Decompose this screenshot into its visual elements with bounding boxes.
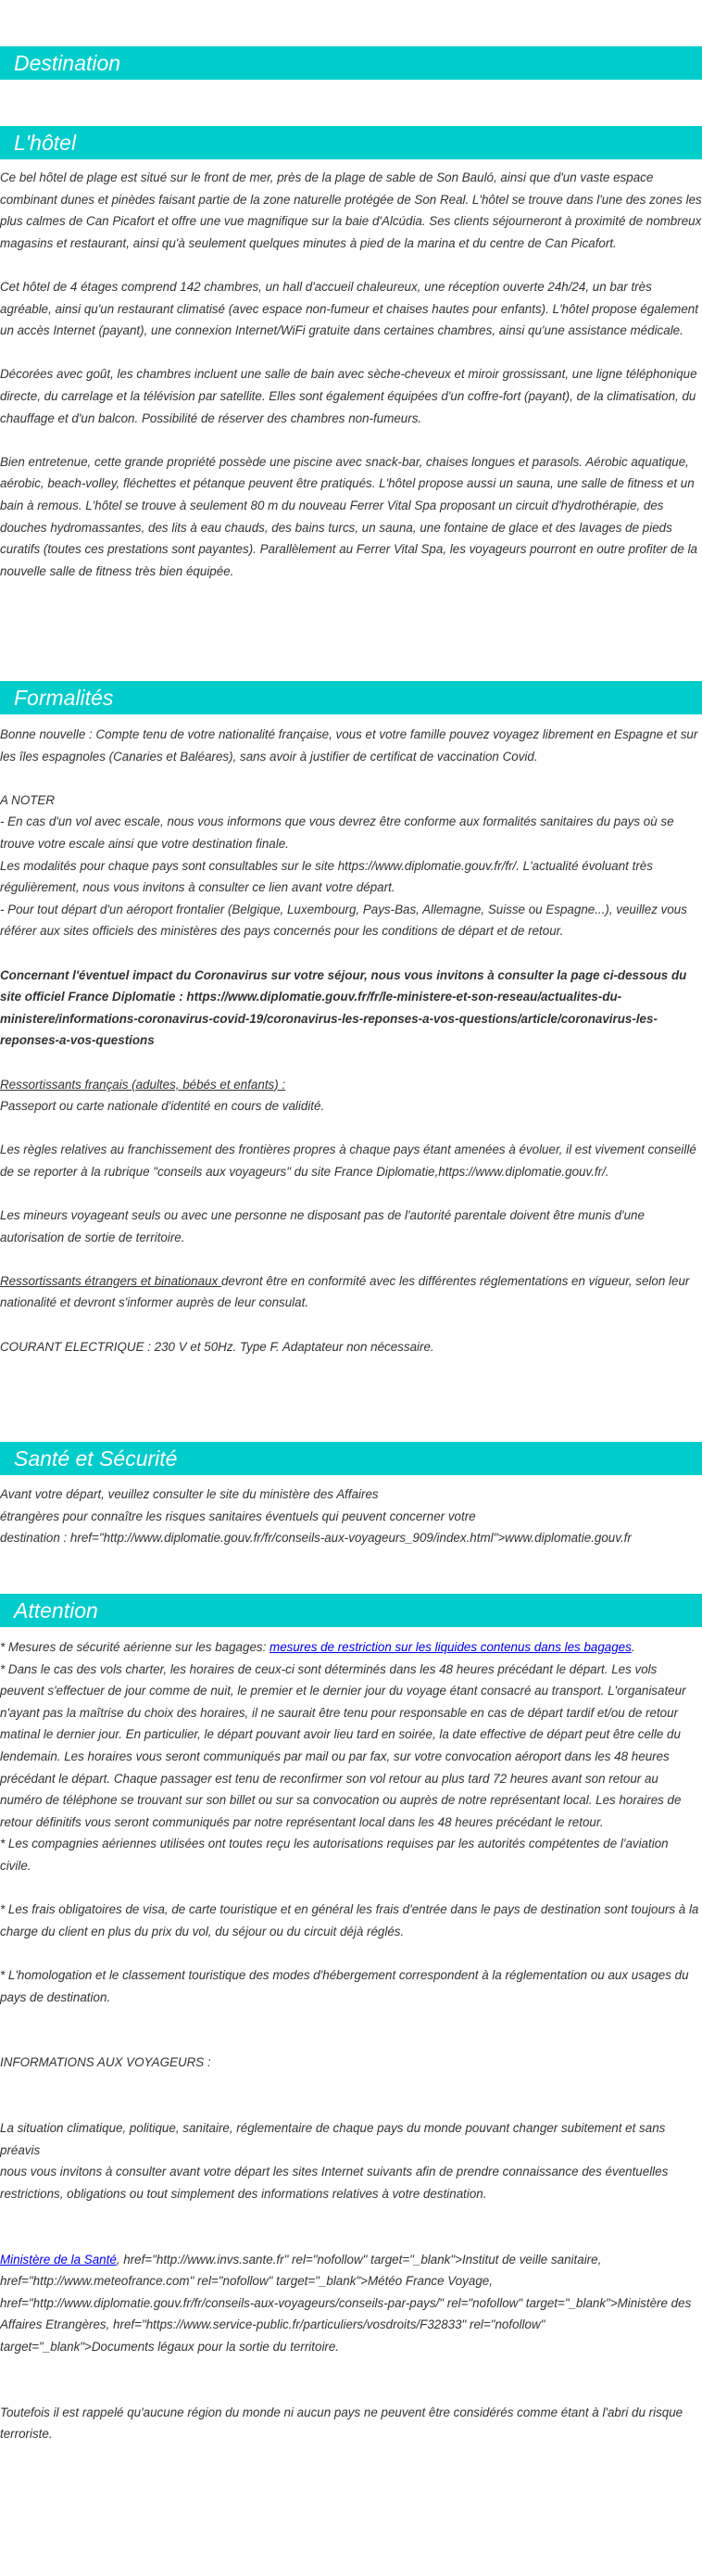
visa-fees-notice: * Les frais obligatoires de visa, de carte touristique et en général les frais d'entrée dans le pays de destination sont toujours à la charge du client en plus du prix du vol, du séjour ou du circuit déjà réglés. [0, 1902, 699, 1938]
useful-links [0, 2249, 702, 2358]
climate-notice-2: nous vous invitons à consulter avant votre départ les sites Internet suivants afin de prendre connaissance des éventuelles restrictions, obligations ou tout simplement des informations relatives à votre destination. [0, 2165, 669, 2201]
anoter-modalites: Les modalités pour chaque pays sont consultables sur le site https://www.diplomatie.gouv.fr/fr/. L'actualité évoluant très régulièrement, nous vous invitons à consulter ce lien avant votre départ. [0, 858, 653, 895]
section-sante-header: Santé et Sécurité [0, 1442, 702, 1475]
anoter-title: A NOTER [0, 792, 56, 807]
section-attention-header: Attention [0, 1594, 702, 1627]
baggage-prefix: * Mesures de sécurité aérienne sur les bagages: [0, 1640, 270, 1654]
hotel-paragraph-location: Ce bel hôtel de plage est situé sur le front de mer, près de la plage de sable de Son Bauló, ainsi que d'un vaste espace combinant dunes et pinèdes faisant partie de la zone naturelle protégée de Son Real. L'hôtel se trouve dans l'une des zones les plus calmes de Can Picafort et offre une vue magnifique sur la baie d'Alcúdia. Ses clients séjourneront à proximité de nombreux magasins et restaurant, ainsi qu'à seulement quelques minutes à pied de la marina et du centre de Can Picafort. [0, 170, 702, 250]
hotel-paragraph-leisure: Bien entretenue, cette grande propriété possède une piscine avec snack-bar, chaises longues et parasols. Aérobic aquatique, aérobic, beach-volley, fléchettes et pétanque peuvent être pratiqués. L'hôtel propose aussi un sauna, une salle de fitness et un bain à remous. L'hôtel se trouve à seulement 80 m du nouveau Ferrer Vital Spa proposant un circuit d'hydrothérapie, des douches hydromassantes, des lits à eau chauds, des bains turcs, un sauna, une fontaine de glace et des lavages de pieds curatifs (toutes ces prestations sont payantes). Parallèlement au Ferrer Vital Spa, les voyageurs pourront en outre profiter de la nouvelle salle de fitness très bien équipée. [0, 454, 697, 578]
ministere-sante-link[interactable]: Ministère de la Santé [0, 2252, 117, 2267]
french-nationals-text: Passeport ou carte nationale d'identité en cours de validité. [0, 1099, 325, 1114]
minors-notice: Les mineurs voyageant seuls ou avec une personne ne disposant pas de l'autorité parentale doivent être munis d'une autorisation de sortie de territoire. [0, 1208, 645, 1244]
info-voyageurs-title: INFORMATIONS AUX VOYAGEURS : [0, 2055, 211, 2070]
hotel-paragraph-rooms: Décorées avec goût, les chambres incluent une salle de bain avec sèche-cheveux et miroir grossissant, une ligne téléphonique directe, du carrelage et la télévision par satellite. Elles sont également équipées d'un coffre-fort (payant), de la climatisation, du chauffage et d'un balcon. Possibilité de réserver des chambres non-fumeurs. [0, 367, 697, 425]
accommodation-notice: * L'homologation et le classement touristique des modes d'hébergement correspondent à la réglementation ou aux usages du pays de destination. [0, 1967, 689, 2004]
charter-flights-notice: * Dans le cas des vols charter, les horaires de ceux-ci sont déterminés dans les 48 heures précédant le départ. Les vols peuvent s'effectuer de jour comme de nuit, le premier et le dernier jour du voyage étant consacré au transport. L'organisateur n'ayant pas la maîtrise du choix des horaires, il ne saurait être tenu pour responsable en cas de départ tardif et/ou de retour matinal le dernier jour. En particulier, le départ pouvant avoir lieu tard en soirée, la date effective de départ peut être celle du lendemain. Les horaires vous seront communiqués par mail ou par fax, sur votre convocation aéroport dans les 48 heures précédant le départ. Chaque passager est tenu de reconfirmer son vol retour au plus tard 72 heures avant son retour au numéro de téléphone se trouvant sur son billet ou sur sa convocation ou auprès de notre représentant local. Les horaires de retour définitifs vous seront communiqués par notre représentant local dans les 48 heures précédant le retour. [0, 1661, 686, 1829]
sante-line-2: étrangères pour connaître les risques sanitaires éventuels qui peuvent concerner votre [0, 1509, 476, 1523]
foreign-nationals-text: devront être en conformité avec les différentes réglementations en vigueur, selon leur nationalité et devront s'informer auprès de leur consulat. [0, 1273, 690, 1310]
section-hotel-header: L'hôtel [0, 126, 702, 159]
covid-notice: Concernant l'éventuel impact du Coronavirus sur votre séjour, nous vous invitons à consulter la page ci-dessous du site officiel France Diplomatie : https://www.diplomatie.gouv.fr/fr/le-ministere-et-son-reseau/actualites-du-ministere/informations-coronavirus-covid-19/coronavirus-les-reponses-a-vos-questions/article/coronavirus-les-reponses-a-vos-questions [0, 967, 687, 1048]
foreign-nationals-heading: Ressortissants étrangers et binationaux [0, 1273, 221, 1288]
foreign-nationals-notice [0, 1270, 702, 1314]
climate-notice-1: La situation climatique, politique, sanitaire, réglementaire de chaque pays du monde pouvant changer subitement et sans préavis [0, 2121, 666, 2157]
anoter-escale: - En cas d'un vol avec escale, nous vous informons que vous devrez être conforme aux formalités sanitaires du pays où se trouve votre escale ainsi que votre destination finale. [0, 814, 674, 851]
formalites-content [0, 724, 702, 1357]
borders-notice: Les règles relatives au franchissement des frontières propres à chaque pays étant amenées à évoluer, il est vivement conseillé de se reporter à la rubrique "conseils aux voyageurs" du site France Diplomatie,https://www.diplomatie.gouv.fr/. [0, 1143, 696, 1179]
formalites-intro: Bonne nouvelle : Compte tenu de votre nationalité française, vous et votre famille pouvez voyagez librement en Espagne et sur les îles espagnoles (Canaries et Baléares), sans avoir à justifier de certificat de vaccination Covid. [0, 727, 698, 764]
sante-content [0, 1484, 702, 1549]
hotel-paragraph-facilities: Cet hôtel de 4 étages comprend 142 chambres, un hall d'accueil chaleureux, une réception ouverte 24h/24, un bar très agréable, ainsi qu'un restaurant climatisé (avec espace non-fumeur et chaises hautes pour enfants). L'hôtel propose également un accès Internet (payant), une connexion Internet/WiFi gratuite dans certaines chambres, ainsi qu'une assistance médicale. [0, 279, 698, 338]
useful-links-text: , href="http://www.invs.sante.fr" rel="nofollow" target="_blank">Institut de veille sanitaire, href="http://www.meteofrance.com" rel="nofollow" target="_blank">Météo France Voyage, href="http://www.diplomatie.gouv.fr/fr/conseils-aux-voyageurs/conseils-par-pays/" rel="nofollow" target="_blank">Ministère des Affaires Etrangères, href="https://www.service-public.fr/particuliers/vosdroits/F32833" rel="nofollow" target="_blank">Documents légaux pour la sortie du territoire. [0, 2252, 692, 2354]
section-destination-header: Destination [0, 46, 702, 80]
sante-line-1: Avant votre départ, veuillez consulter le site du ministère des Affaires [0, 1487, 379, 1501]
attention-content [0, 1636, 702, 2445]
baggage-notice [0, 1636, 702, 1659]
airlines-notice: * Les compagnies aériennes utilisées ont toutes reçu les autorisations requises par les autorités compétentes de l'aviation civile. [0, 1837, 669, 1873]
section-formalites-header: Formalités [0, 681, 702, 714]
electric-info: COURANT ELECTRIQUE : 230 V et 50Hz. Type F. Adaptateur non nécessaire. [0, 1339, 434, 1354]
terrorism-notice: Toutefois il est rappelé qu'aucune région du monde ni aucun pays ne peuvent être considérés comme étant à l'abri du risque terroriste. [0, 2405, 683, 2442]
baggage-suffix: . [631, 1640, 635, 1654]
hotel-description [0, 167, 702, 582]
anoter-frontalier: - Pour tout départ d'un aéroport frontalier (Belgique, Luxembourg, Pays-Bas, Allemagne, Suisse ou Espagne...), veuillez vous référer aux sites officiels des ministères des pays concernés pour les conditions de départ et de retour. [0, 902, 687, 939]
french-nationals-heading: Ressortissants français (adultes, bébés et enfants) : [0, 1077, 286, 1092]
sante-line-3: destination : href="http://www.diplomatie.gouv.fr/fr/conseils-aux-voyageurs_909/index.html">www.diplomatie.gouv.fr [0, 1531, 632, 1546]
liquids-restriction-link[interactable]: mesures de restriction sur les liquides contenus dans les bagages [270, 1640, 632, 1654]
